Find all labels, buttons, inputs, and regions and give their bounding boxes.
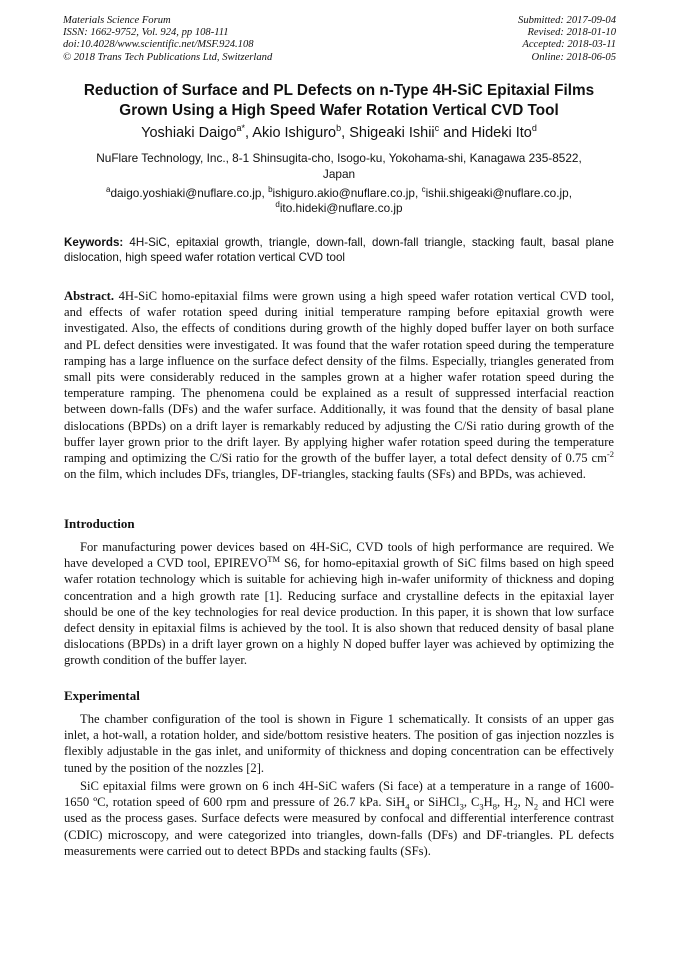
- date-accepted: Accepted: 2018-03-11: [522, 39, 616, 51]
- affiliation: [60, 150, 618, 182]
- author-name: Hideki Ito: [471, 125, 532, 141]
- title-line-1: Reduction of Surface and PL Defects on n-Type 4H-SiC Epitaxial Films: [83, 82, 595, 99]
- email-mark: c: [421, 185, 426, 195]
- exp-text: SiC epitaxial films were grown on 6 inch 4H-SiC wafers (Si face) at a temperature in a range of 1600-1650 ºC, rotation speed of 600 rpm and pressure of 26.7 kPa. SiH: [64, 779, 614, 810]
- abstract: [64, 288, 614, 482]
- exp-text: or SiHCl: [409, 795, 460, 810]
- intro-text: For manufacturing power devices based on 4H-SiC, CVD tools of high performance are required. We have developed a CVD tool, EPIREVO: [64, 540, 614, 571]
- experimental-heading: Experimental: [64, 688, 140, 703]
- journal-issn: ISSN: 1662-9752, Vol. 924, pp 108-111: [63, 27, 229, 39]
- abstract-text: 4H-SiC homo-epitaxial films were grown using a high speed wafer rotation vertical CVD tool, and effects of wafer rotation speed during initial temperature ramping before epitaxial growth were investigated. Also, the effects of conditions during growth of the highly doped buffer layer on both surface and PL defect densities were investigated. It was found that the wafer rotation speed during the temperature ramping has a large influence on the surface defect density of the films. Especially, triangles generated from small pits were considerably reduced in the samples grown at a higher wafer rotation speed during the temperature ramping. The phenomena could be explained as a result of suppressed interfacial reaction between down-falls (DFs) and the wafer surface. Additionally, it was found that the density of basal plane dislocations (BPDs) on a drift layer is remarkably reduced by adjusting the C/Si ratio during growth of the buffer layer grown prior to the drift layer. By applying higher wafer rotation speed during the temperature ramping and optimizing the C/Si ratio for the growth of the buffer layer, a total defect density of 0.75 cm: [64, 289, 614, 466]
- author-mark: c: [434, 123, 440, 134]
- subscript: 2: [513, 801, 518, 812]
- exp-text: H: [483, 795, 493, 810]
- subscript: 3: [459, 801, 464, 812]
- email-mark: d: [275, 200, 280, 210]
- experimental-paragraph-2: [64, 778, 614, 859]
- author-list: [40, 124, 638, 142]
- email-a[interactable]: daigo.yoshiaki@nuflare.co.jp: [110, 186, 262, 200]
- abstract-text-end: on the film, which includes DFs, triangles, DF-triangles, stacking faults (SFs) and BPDs, was achieved.: [64, 467, 586, 482]
- date-revised: Revised: 2018-01-10: [527, 27, 616, 39]
- introduction-heading: Introduction: [64, 516, 135, 531]
- abstract-label: Abstract.: [64, 289, 115, 303]
- introduction-paragraph: [64, 539, 614, 669]
- author-name: Shigeaki Ishii: [349, 125, 435, 141]
- exp-text: and HCl were used as the process gases. Surface defects were measured by confocal and differential interference contrast (CDIC) microscopy, and were categorized into triangles, down-falls (DFs) and DF-triangles. PL defects measurements were carried out to detect BPDs and stacking faults (SFs).: [64, 795, 614, 858]
- abstract-exponent: -2: [606, 448, 614, 459]
- exp-text: , C: [463, 795, 480, 810]
- keywords-text: 4H-SiC, epitaxial growth, triangle, down-fall, down-fall triangle, stacking fault, basal plane dislocation, high speed wafer rotation vertical CVD tool: [64, 236, 614, 265]
- subscript: 4: [405, 801, 410, 812]
- email-c[interactable]: ishii.shigeaki@nuflare.co.jp: [425, 186, 569, 200]
- author-separator: ,: [245, 125, 253, 141]
- keywords: [64, 235, 614, 266]
- author-name: Yoshiaki Daigo: [141, 125, 237, 141]
- journal-copyright: © 2018 Trans Tech Publications Ltd, Switzerland: [63, 51, 273, 63]
- author-name: Akio Ishiguro: [252, 125, 337, 141]
- email-list: $^a$daigo.yoshiaki@nuflare.co.jp, $^b$ishiguro.akio@nuflare.co.jp, $^c$ishii.shigeaki@nuflare.co.jp, $^d$ito.hideki@nuflare.co.jp: [106, 185, 572, 215]
- journal-name: Materials Science Forum: [63, 15, 171, 26]
- email-mark: b: [268, 185, 273, 195]
- author-separator: and: [439, 125, 472, 141]
- journal-doi[interactable]: doi:10.4028/www.scientific.net/MSF.924.108: [63, 39, 254, 51]
- exp-text: , N: [517, 795, 534, 810]
- email-d[interactable]: ito.hideki@nuflare.co.jp: [279, 201, 403, 215]
- paper-title: [40, 81, 638, 121]
- author-mark: a*: [236, 123, 246, 134]
- author-separator: ,: [341, 125, 350, 141]
- date-submitted: Submitted: 2017-09-04: [518, 15, 616, 26]
- subscript: 8: [492, 801, 498, 812]
- subscript: 2: [533, 801, 539, 812]
- subscript: 3: [479, 801, 484, 812]
- email-mark: a: [106, 185, 111, 195]
- date-online: Online: 2018-06-05: [531, 51, 616, 63]
- affiliation-line-2: Japan: [322, 167, 356, 181]
- title-line-2: Grown Using a High Speed Wafer Rotation Vertical CVD Tool: [119, 102, 559, 119]
- journal-info: [63, 15, 272, 64]
- email-b[interactable]: ishiguro.akio@nuflare.co.jp: [272, 186, 415, 200]
- intro-text-end: S6, for homo-epitaxial growth of SiC films based on high speed wafer rotation technology which is suitable for achieving high in-wafer uniformity of thickness and doping concentration and a high growth rate [1]. Reducing surface and crystalline defects in the epitaxial layer should be one of the key technologies for real device production. In this paper, it is shown that low surface defect density in epitaxial films is achieved by the tool. It is also shown that reduced density of basal plane dislocations (BPDs) in a drift layer grown on a highly N doped buffer layer was achieved by optimizing the growth condition of the buffer layer.: [64, 556, 614, 668]
- submission-dates: [518, 15, 616, 64]
- trademark: TM: [267, 554, 281, 565]
- author-mark: b: [336, 123, 342, 134]
- experimental-paragraph-1: The chamber configuration of the tool is shown in Figure 1 schematically. It consists of an upper gas inlet, a hot-wall, a rotation holder, and side/bottom resistive heaters. The position of gas injection nozzles is flexibly adjustable in the gas inlet, and uniformity of thickness and doping concentration can be effectively tuned by the position of the nozzles [2].: [64, 712, 614, 775]
- author-mark: d: [531, 123, 537, 134]
- exp-text: , H: [497, 795, 514, 810]
- affiliation-line-1: NuFlare Technology, Inc., 8-1 Shinsugita-cho, Isogo-ku, Yokohama-shi, Kanagawa 235-8522,: [96, 151, 582, 165]
- keywords-label: Keywords:: [64, 236, 124, 249]
